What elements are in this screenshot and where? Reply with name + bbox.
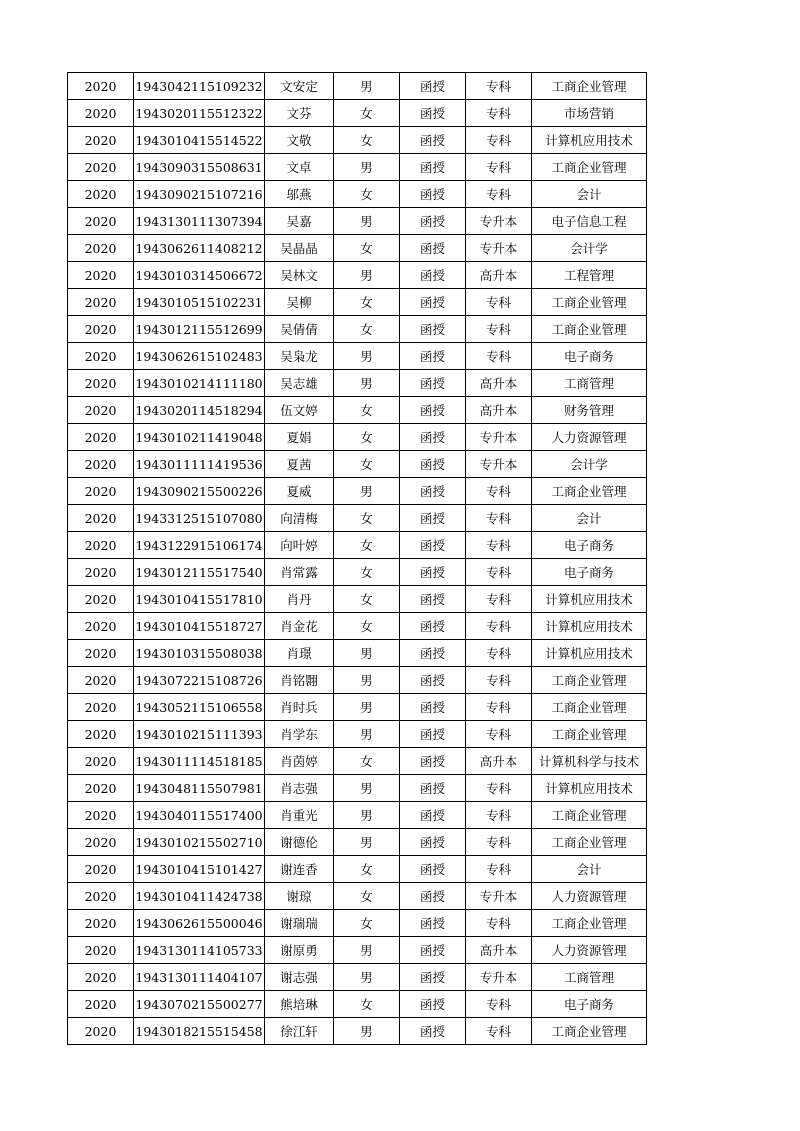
gender-cell: 男 [334, 154, 400, 181]
year-cell: 2020 [68, 829, 134, 856]
table-row [68, 883, 647, 910]
gender-cell: 女 [334, 532, 400, 559]
major-cell: 计算机应用技术 [532, 775, 647, 802]
major-cell: 工程管理 [532, 262, 647, 289]
year-cell: 2020 [68, 397, 134, 424]
major-cell: 工商管理 [532, 964, 647, 991]
gender-cell: 女 [334, 559, 400, 586]
gender-cell: 男 [334, 694, 400, 721]
major-cell: 工商企业管理 [532, 289, 647, 316]
level-cell: 高升本 [466, 262, 532, 289]
name-cell: 肖丹 [265, 586, 334, 613]
student-id-cell: 1943011114518185 [134, 748, 265, 775]
major-cell: 会计 [532, 181, 647, 208]
gender-cell: 女 [334, 127, 400, 154]
year-cell: 2020 [68, 289, 134, 316]
student-id-cell: 1943042115109232 [134, 73, 265, 100]
major-cell: 计算机科学与技术 [532, 748, 647, 775]
name-cell: 肖茵婷 [265, 748, 334, 775]
major-cell: 财务管理 [532, 397, 647, 424]
gender-cell: 女 [334, 910, 400, 937]
major-cell: 工商企业管理 [532, 829, 647, 856]
level-cell: 专科 [466, 802, 532, 829]
student-id-cell: 1943010515102231 [134, 289, 265, 316]
table-row [68, 856, 647, 883]
student-id-cell: 1943048115507981 [134, 775, 265, 802]
table-row [68, 667, 647, 694]
gender-cell: 女 [334, 586, 400, 613]
name-cell: 向叶婷 [265, 532, 334, 559]
major-cell: 人力资源管理 [532, 424, 647, 451]
name-cell: 熊培琳 [265, 991, 334, 1018]
level-cell: 专科 [466, 721, 532, 748]
gender-cell: 女 [334, 505, 400, 532]
student-id-cell: 1943052115106558 [134, 694, 265, 721]
name-cell: 吴倩倩 [265, 316, 334, 343]
table-row [68, 424, 647, 451]
gender-cell: 女 [334, 235, 400, 262]
year-cell: 2020 [68, 532, 134, 559]
student-id-cell: 1943062611408212 [134, 235, 265, 262]
level-cell: 专升本 [466, 451, 532, 478]
major-cell: 会计学 [532, 235, 647, 262]
table-row [68, 910, 647, 937]
major-cell: 工商企业管理 [532, 73, 647, 100]
year-cell: 2020 [68, 694, 134, 721]
student-id-cell: 1943010415514522 [134, 127, 265, 154]
gender-cell: 男 [334, 208, 400, 235]
student-roster-table [67, 72, 647, 1045]
study-mode-cell: 函授 [400, 289, 466, 316]
level-cell: 专科 [466, 1018, 532, 1045]
year-cell: 2020 [68, 613, 134, 640]
year-cell: 2020 [68, 316, 134, 343]
major-cell: 工商管理 [532, 370, 647, 397]
year-cell: 2020 [68, 856, 134, 883]
student-id-cell: 1943090315508631 [134, 154, 265, 181]
year-cell: 2020 [68, 910, 134, 937]
name-cell: 谢琼 [265, 883, 334, 910]
major-cell: 会计学 [532, 451, 647, 478]
level-cell: 专科 [466, 289, 532, 316]
student-id-cell: 1943130111307394 [134, 208, 265, 235]
gender-cell: 男 [334, 262, 400, 289]
name-cell: 文敬 [265, 127, 334, 154]
year-cell: 2020 [68, 100, 134, 127]
study-mode-cell: 函授 [400, 937, 466, 964]
major-cell: 会计 [532, 505, 647, 532]
study-mode-cell: 函授 [400, 208, 466, 235]
major-cell: 工商企业管理 [532, 694, 647, 721]
table-row [68, 154, 647, 181]
year-cell: 2020 [68, 991, 134, 1018]
level-cell: 专升本 [466, 235, 532, 262]
study-mode-cell: 函授 [400, 694, 466, 721]
level-cell: 专科 [466, 829, 532, 856]
study-mode-cell: 函授 [400, 1018, 466, 1045]
gender-cell: 男 [334, 802, 400, 829]
year-cell: 2020 [68, 721, 134, 748]
level-cell: 专科 [466, 316, 532, 343]
level-cell: 高升本 [466, 397, 532, 424]
year-cell: 2020 [68, 883, 134, 910]
study-mode-cell: 函授 [400, 721, 466, 748]
table-row [68, 559, 647, 586]
gender-cell: 女 [334, 883, 400, 910]
level-cell: 专科 [466, 127, 532, 154]
name-cell: 谢原勇 [265, 937, 334, 964]
gender-cell: 男 [334, 667, 400, 694]
name-cell: 肖铭翾 [265, 667, 334, 694]
year-cell: 2020 [68, 181, 134, 208]
major-cell: 工商企业管理 [532, 478, 647, 505]
student-id-cell: 1943070215500277 [134, 991, 265, 1018]
student-id-cell: 1943010211419048 [134, 424, 265, 451]
student-id-cell: 1943011111419536 [134, 451, 265, 478]
major-cell: 电子商务 [532, 532, 647, 559]
table-row [68, 586, 647, 613]
name-cell: 文芬 [265, 100, 334, 127]
name-cell: 肖时兵 [265, 694, 334, 721]
major-cell: 计算机应用技术 [532, 586, 647, 613]
level-cell: 高升本 [466, 937, 532, 964]
study-mode-cell: 函授 [400, 73, 466, 100]
level-cell: 专科 [466, 73, 532, 100]
year-cell: 2020 [68, 775, 134, 802]
name-cell: 吴志雄 [265, 370, 334, 397]
name-cell: 吴嘉 [265, 208, 334, 235]
study-mode-cell: 函授 [400, 802, 466, 829]
table-row [68, 532, 647, 559]
name-cell: 文卓 [265, 154, 334, 181]
major-cell: 电子商务 [532, 343, 647, 370]
table-row [68, 235, 647, 262]
major-cell: 计算机应用技术 [532, 640, 647, 667]
student-id-cell: 1943012115517540 [134, 559, 265, 586]
gender-cell: 男 [334, 640, 400, 667]
student-id-cell: 1943010314506672 [134, 262, 265, 289]
level-cell: 专升本 [466, 964, 532, 991]
major-cell: 电子商务 [532, 991, 647, 1018]
gender-cell: 男 [334, 937, 400, 964]
table-row [68, 478, 647, 505]
major-cell: 电子商务 [532, 559, 647, 586]
level-cell: 专升本 [466, 208, 532, 235]
table-row [68, 73, 647, 100]
level-cell: 专科 [466, 910, 532, 937]
gender-cell: 男 [334, 370, 400, 397]
year-cell: 2020 [68, 370, 134, 397]
gender-cell: 女 [334, 289, 400, 316]
study-mode-cell: 函授 [400, 532, 466, 559]
name-cell: 肖学东 [265, 721, 334, 748]
study-mode-cell: 函授 [400, 370, 466, 397]
student-id-cell: 1943018215515458 [134, 1018, 265, 1045]
name-cell: 肖金花 [265, 613, 334, 640]
year-cell: 2020 [68, 1018, 134, 1045]
student-id-cell: 1943010214111180 [134, 370, 265, 397]
study-mode-cell: 函授 [400, 451, 466, 478]
student-id-cell: 1943020115512322 [134, 100, 265, 127]
level-cell: 专升本 [466, 424, 532, 451]
level-cell: 专科 [466, 586, 532, 613]
gender-cell: 男 [334, 829, 400, 856]
major-cell: 人力资源管理 [532, 883, 647, 910]
name-cell: 肖重光 [265, 802, 334, 829]
student-id-cell: 1943062615102483 [134, 343, 265, 370]
table-row [68, 208, 647, 235]
major-cell: 计算机应用技术 [532, 613, 647, 640]
level-cell: 专科 [466, 640, 532, 667]
table-row [68, 721, 647, 748]
name-cell: 谢连香 [265, 856, 334, 883]
gender-cell: 男 [334, 775, 400, 802]
student-id-cell: 1943090215500226 [134, 478, 265, 505]
year-cell: 2020 [68, 586, 134, 613]
year-cell: 2020 [68, 964, 134, 991]
year-cell: 2020 [68, 343, 134, 370]
major-cell: 市场营销 [532, 100, 647, 127]
study-mode-cell: 函授 [400, 262, 466, 289]
level-cell: 专科 [466, 505, 532, 532]
table-row [68, 613, 647, 640]
table-row [68, 370, 647, 397]
study-mode-cell: 函授 [400, 424, 466, 451]
major-cell: 工商企业管理 [532, 316, 647, 343]
year-cell: 2020 [68, 640, 134, 667]
name-cell: 谢志强 [265, 964, 334, 991]
study-mode-cell: 函授 [400, 640, 466, 667]
gender-cell: 男 [334, 1018, 400, 1045]
year-cell: 2020 [68, 262, 134, 289]
gender-cell: 男 [334, 73, 400, 100]
study-mode-cell: 函授 [400, 910, 466, 937]
name-cell: 徐江轩 [265, 1018, 334, 1045]
major-cell: 工商企业管理 [532, 802, 647, 829]
table-row [68, 991, 647, 1018]
study-mode-cell: 函授 [400, 829, 466, 856]
student-id-cell: 1943010415101427 [134, 856, 265, 883]
name-cell: 伍文婷 [265, 397, 334, 424]
table-row [68, 964, 647, 991]
name-cell: 吴晶晶 [265, 235, 334, 262]
table-row [68, 100, 647, 127]
name-cell: 向清梅 [265, 505, 334, 532]
table-row [68, 505, 647, 532]
study-mode-cell: 函授 [400, 181, 466, 208]
study-mode-cell: 函授 [400, 991, 466, 1018]
table-row [68, 829, 647, 856]
study-mode-cell: 函授 [400, 478, 466, 505]
level-cell: 专科 [466, 775, 532, 802]
major-cell: 人力资源管理 [532, 937, 647, 964]
level-cell: 专科 [466, 343, 532, 370]
table-row [68, 748, 647, 775]
level-cell: 高升本 [466, 748, 532, 775]
major-cell: 工商企业管理 [532, 154, 647, 181]
gender-cell: 女 [334, 613, 400, 640]
student-id-cell: 1943312515107080 [134, 505, 265, 532]
year-cell: 2020 [68, 451, 134, 478]
gender-cell: 女 [334, 856, 400, 883]
major-cell: 工商企业管理 [532, 1018, 647, 1045]
table-row [68, 640, 647, 667]
table-row [68, 181, 647, 208]
gender-cell: 男 [334, 721, 400, 748]
table-row [68, 937, 647, 964]
student-id-cell: 1943010315508038 [134, 640, 265, 667]
level-cell: 专科 [466, 559, 532, 586]
student-id-cell: 1943122915106174 [134, 532, 265, 559]
year-cell: 2020 [68, 478, 134, 505]
student-id-cell: 1943090215107216 [134, 181, 265, 208]
name-cell: 吴林文 [265, 262, 334, 289]
table-row [68, 343, 647, 370]
student-id-cell: 1943072215108726 [134, 667, 265, 694]
year-cell: 2020 [68, 154, 134, 181]
study-mode-cell: 函授 [400, 775, 466, 802]
gender-cell: 女 [334, 181, 400, 208]
level-cell: 专科 [466, 532, 532, 559]
study-mode-cell: 函授 [400, 100, 466, 127]
name-cell: 肖志强 [265, 775, 334, 802]
major-cell: 工商企业管理 [532, 667, 647, 694]
student-id-cell: 1943040115517400 [134, 802, 265, 829]
major-cell: 会计 [532, 856, 647, 883]
table-row [68, 802, 647, 829]
level-cell: 专科 [466, 613, 532, 640]
study-mode-cell: 函授 [400, 667, 466, 694]
study-mode-cell: 函授 [400, 748, 466, 775]
name-cell: 文安定 [265, 73, 334, 100]
name-cell: 夏娟 [265, 424, 334, 451]
level-cell: 专科 [466, 154, 532, 181]
student-id-cell: 1943010415518727 [134, 613, 265, 640]
name-cell: 吴枭龙 [265, 343, 334, 370]
level-cell: 专科 [466, 181, 532, 208]
study-mode-cell: 函授 [400, 586, 466, 613]
student-id-cell: 1943010215502710 [134, 829, 265, 856]
level-cell: 专升本 [466, 883, 532, 910]
study-mode-cell: 函授 [400, 154, 466, 181]
table-row [68, 262, 647, 289]
gender-cell: 女 [334, 424, 400, 451]
level-cell: 专科 [466, 856, 532, 883]
study-mode-cell: 函授 [400, 397, 466, 424]
level-cell: 专科 [466, 478, 532, 505]
name-cell: 肖璟 [265, 640, 334, 667]
study-mode-cell: 函授 [400, 856, 466, 883]
gender-cell: 女 [334, 451, 400, 478]
table-row [68, 289, 647, 316]
level-cell: 专科 [466, 667, 532, 694]
table-row [68, 775, 647, 802]
gender-cell: 男 [334, 964, 400, 991]
level-cell: 专科 [466, 100, 532, 127]
gender-cell: 男 [334, 343, 400, 370]
name-cell: 夏威 [265, 478, 334, 505]
student-id-cell: 1943012115512699 [134, 316, 265, 343]
level-cell: 专科 [466, 991, 532, 1018]
major-cell: 工商企业管理 [532, 721, 647, 748]
table-row [68, 397, 647, 424]
year-cell: 2020 [68, 127, 134, 154]
student-id-cell: 1943020114518294 [134, 397, 265, 424]
gender-cell: 男 [334, 478, 400, 505]
year-cell: 2020 [68, 505, 134, 532]
year-cell: 2020 [68, 73, 134, 100]
major-cell: 计算机应用技术 [532, 127, 647, 154]
study-mode-cell: 函授 [400, 613, 466, 640]
study-mode-cell: 函授 [400, 235, 466, 262]
study-mode-cell: 函授 [400, 127, 466, 154]
year-cell: 2020 [68, 667, 134, 694]
table-row [68, 316, 647, 343]
student-id-cell: 1943010415517810 [134, 586, 265, 613]
year-cell: 2020 [68, 235, 134, 262]
year-cell: 2020 [68, 802, 134, 829]
study-mode-cell: 函授 [400, 559, 466, 586]
year-cell: 2020 [68, 748, 134, 775]
student-id-cell: 1943130111404107 [134, 964, 265, 991]
student-id-cell: 1943130114105733 [134, 937, 265, 964]
study-mode-cell: 函授 [400, 316, 466, 343]
student-id-cell: 1943010215111393 [134, 721, 265, 748]
gender-cell: 女 [334, 748, 400, 775]
major-cell: 工商企业管理 [532, 910, 647, 937]
year-cell: 2020 [68, 208, 134, 235]
roster-body [68, 73, 647, 1045]
gender-cell: 女 [334, 316, 400, 343]
year-cell: 2020 [68, 424, 134, 451]
table-row [68, 1018, 647, 1045]
student-id-cell: 1943010411424738 [134, 883, 265, 910]
gender-cell: 女 [334, 100, 400, 127]
level-cell: 专科 [466, 694, 532, 721]
name-cell: 谢瑞瑞 [265, 910, 334, 937]
name-cell: 邬燕 [265, 181, 334, 208]
gender-cell: 女 [334, 991, 400, 1018]
table-row [68, 694, 647, 721]
year-cell: 2020 [68, 559, 134, 586]
year-cell: 2020 [68, 937, 134, 964]
name-cell: 谢德伦 [265, 829, 334, 856]
gender-cell: 女 [334, 397, 400, 424]
table-row [68, 127, 647, 154]
name-cell: 肖常露 [265, 559, 334, 586]
level-cell: 高升本 [466, 370, 532, 397]
name-cell: 吴柳 [265, 289, 334, 316]
study-mode-cell: 函授 [400, 964, 466, 991]
major-cell: 电子信息工程 [532, 208, 647, 235]
table-row [68, 451, 647, 478]
study-mode-cell: 函授 [400, 883, 466, 910]
name-cell: 夏茜 [265, 451, 334, 478]
study-mode-cell: 函授 [400, 505, 466, 532]
study-mode-cell: 函授 [400, 343, 466, 370]
student-id-cell: 1943062615500046 [134, 910, 265, 937]
